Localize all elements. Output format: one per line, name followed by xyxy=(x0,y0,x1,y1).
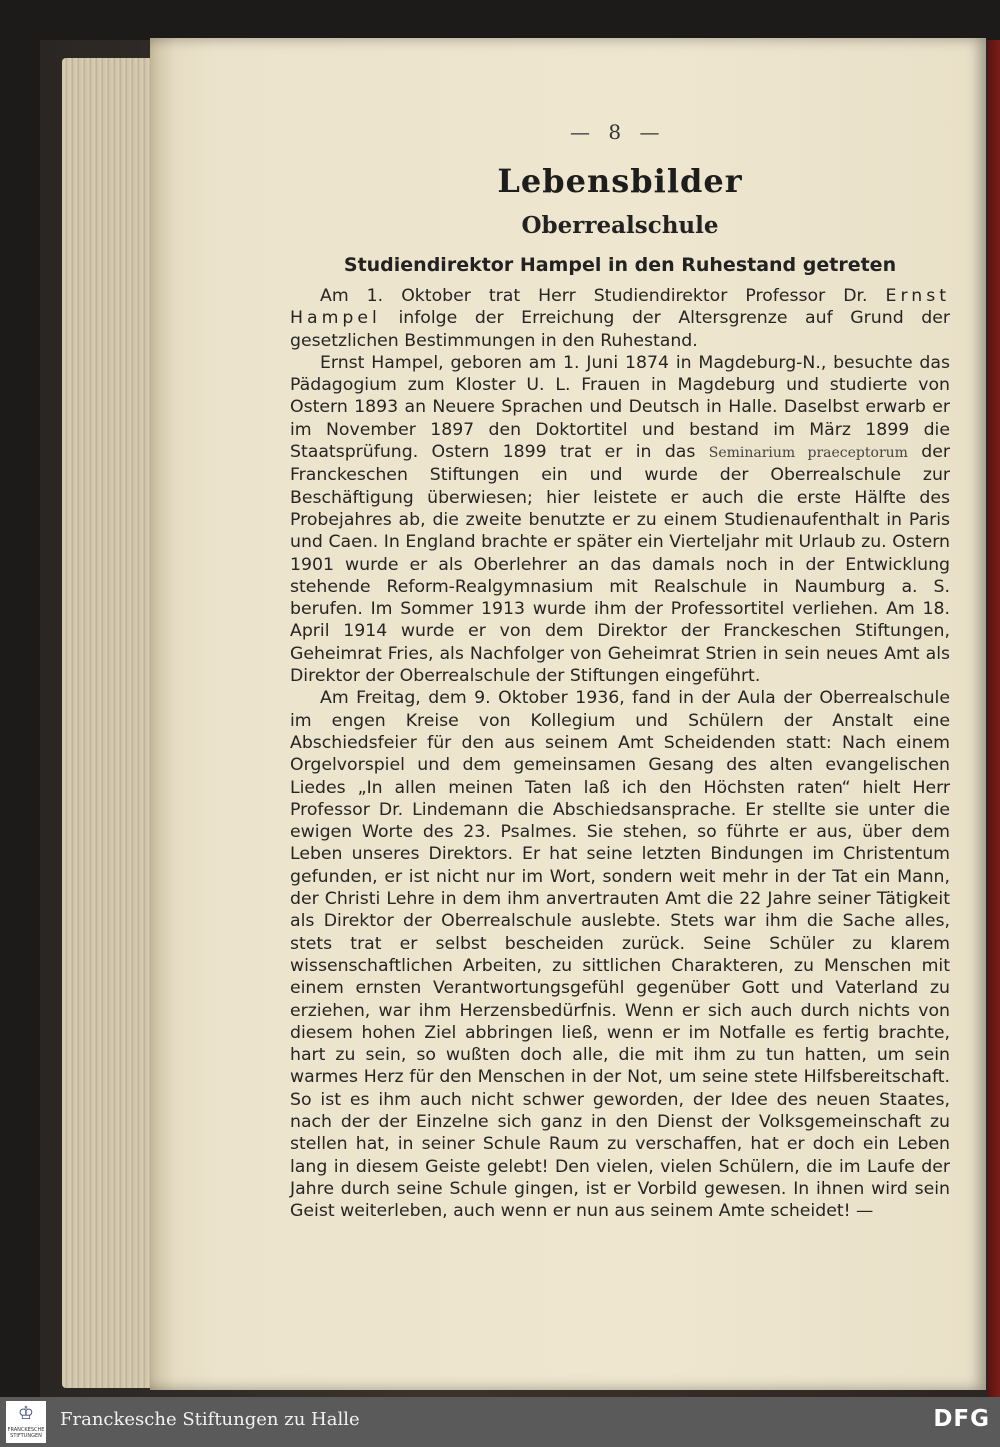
franckesche-stiftungen-logo-icon[interactable] xyxy=(6,1401,46,1443)
paragraph-1: Am 1. Oktober trat Herr Studiendirektor Professor Dr. Ernst Hampel infolge der Erreichung der Altersgrenze auf Grund der gesetzlichen Bestimmungen in den Ruhestand. xyxy=(290,286,950,351)
book-binding-edge xyxy=(988,40,1000,1397)
logo-text: FRANCKESCHE STIFTUNGEN xyxy=(7,1427,45,1439)
footer-institution-link[interactable]: Franckesche Stiftungen zu Halle xyxy=(60,1409,360,1430)
paragraph-3: Am Freitag, dem 9. Oktober 1936, fand in der Aula der Oberrealschule im engen Kreise von Kollegium und Schülern der Anstalt eine Abschiedsfeier für den aus seinem Amt Scheidenden statt: Nach einem Orgelvorspiel und dem gemeinsamen Gesang des alten evangelischen Liedes „In allen meinen Taten laß ich den Höchsten raten“ hielt Herr Professor Dr. Lindemann die Abschiedsansprache. Er stellte sie unter die ewigen Worte des 23. Psalmes. Sie stehen, so führte er aus, über dem Leben unseres Direktors. Er hat seine letzten Bindungen im Christentum gefunden, er ist nicht nur im Wort, sondern weit mehr in der Tat ein Mann, der Christi Lehre in dem ihm anvertrauten Amt die 22 Jahre seiner Tätigkeit als Direktor der Oberrealschule auslebte. Stets war ihm die Sache alles, stets trat er selbst bescheiden zurück. Seine Schüler zu klarem wissenschaftlichen Arbeiten, zu sittlichen Charakteren, zu Menschen mit einem ernsten Verantwortungsgefühl gegenüber Gott und Vaterland zu erziehen, war ihm Herzensbedürfnis. Wenn er sich auch durch nichts von diesem hohen Ziel abbringen ließ, wenn er im Notfalle es fertig brachte, hart zu sein, so wußten doch alle, die mit ihm zu tun hatten, um sein warmes Herz für den Menschen in der Not, um seine stete Hilfsbereitschaft. So ist es ihm auch nicht schwer geworden, der Idee des neuen Staates, nach der der Einzelne sich ganz in den Dienst der Volksgemeinschaft zu stellen hat, in seiner Schule Raum zu verschaffen, hat er doch ein Leben lang in diesem Geiste gelebt! Den vielen, vielen Schülern, die im Laufe der Jahre durch seine Schule gingen, ist er Vorbild gewesen. In ihnen wird sein Geist weiterleben, auch wenn er nun aus seinem Amte scheidet! — xyxy=(290,688,950,1222)
viewer-footer xyxy=(0,1397,1000,1447)
page-title: Lebensbilder xyxy=(497,162,743,200)
latin-term: Seminarium praeceptorum xyxy=(708,445,908,462)
emphasized-name: Ernst Hampel xyxy=(290,286,950,329)
article-heading: Studiendirektor Hampel in den Ruhestand getreten xyxy=(343,254,897,276)
dfg-logo-icon[interactable]: DFG xyxy=(933,1406,990,1432)
page-number: — 8 — xyxy=(570,120,666,144)
emblem-icon: ♔ xyxy=(17,1403,35,1424)
paragraph-2: Ernst Hampel, geboren am 1. Juni 1874 in Magdeburg-N., besuchte das Pädagogium zum Kloster U. L. Frauen in Magdeburg und studierte von Ostern 1893 an Neuere Sprachen und Deutsch in Halle. Daselbst erwarb er im November 1897 den Doktortitel und bestand im März 1899 die Staatsprüfung. Ostern 1899 trat er in das Seminarium praeceptorum der Franckeschen Stiftungen ein und wurde der Oberrealschule zur Beschäftigung überwiesen; hier leistete er auch die erste Hälfte des Probejahres ab, die zweite benutzte er zu einem Studienaufenthalt in Paris und Caen. In England brachte er später ein Vierteljahr mit Urlaub zu. Ostern 1901 wurde er als Oberlehrer an das damals noch in der Entwicklung stehende Reform-Realgymnasium mit Realschule in Naumburg a. S. berufen. Im Sommer 1913 wurde ihm der Professortitel verliehen. Am 18. April 1914 wurde er von dem Direktor der Franckeschen Stiftungen, Geheimrat Fries, als Nachfolger von Geheimrat Strien in sein neues Amt als Direktor der Oberrealschule der Stiftungen eingeführt. xyxy=(290,352,951,687)
article-body xyxy=(290,285,950,1222)
page-subtitle: Oberrealschule xyxy=(521,212,719,239)
